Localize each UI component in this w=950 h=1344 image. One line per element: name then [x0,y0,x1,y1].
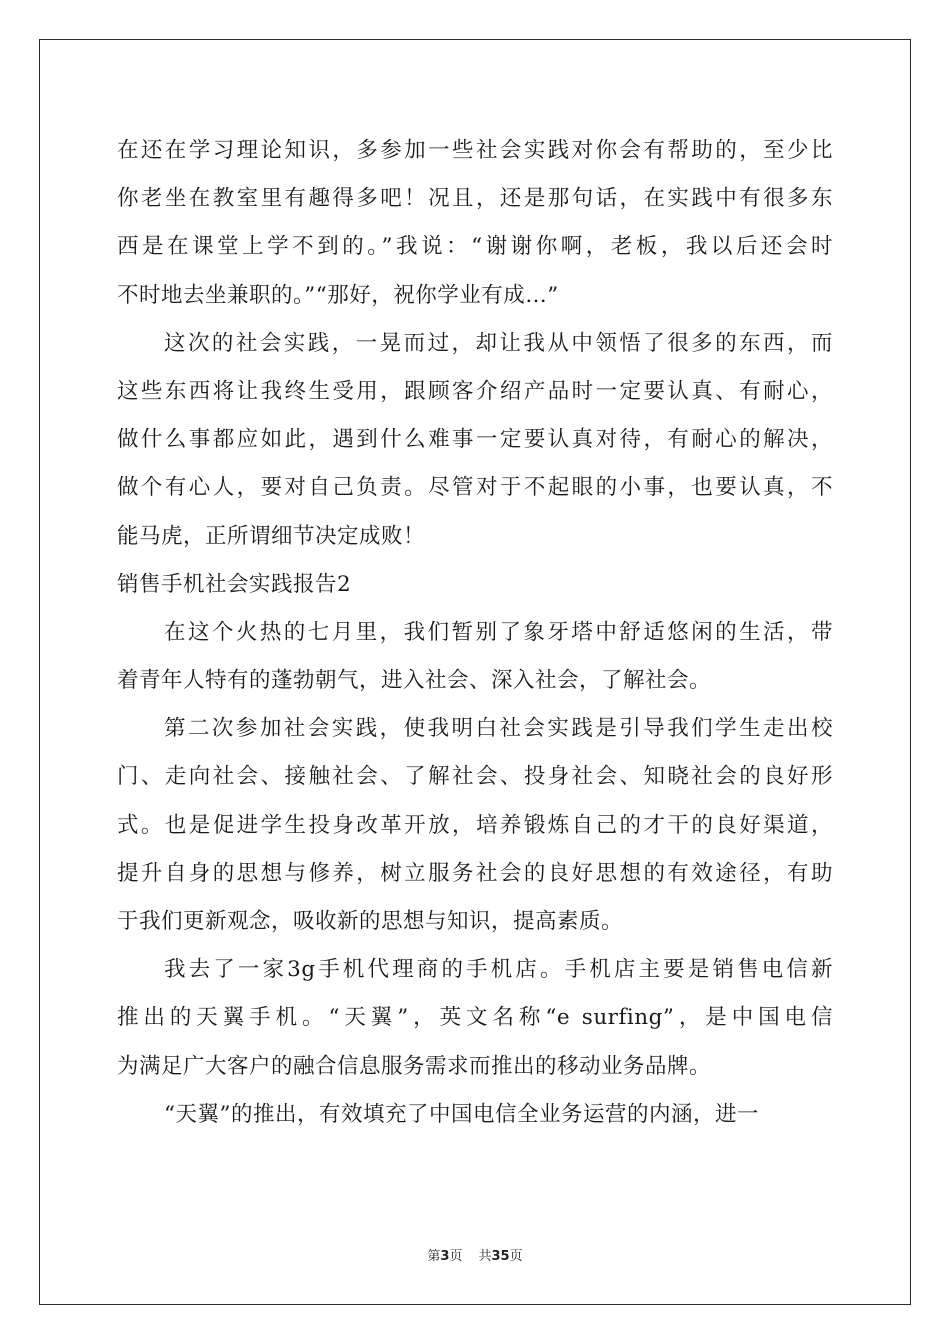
footer-total-pages: 35 [491,1249,510,1264]
footer-page-number: 3 [440,1249,450,1264]
text-line: 我去了一家3g手机代理商的手机店。手机店主要是销售电信新 [164,957,833,983]
paragraph [117,609,833,705]
text-line: 为满足广大客户的融合信息服务需求而推出的移动业务品牌。 [117,1053,712,1079]
paragraph [117,1091,833,1139]
paragraph [117,127,833,320]
text-line: 这些东西将让我终生受用，跟顾客介绍产品时一定要认真、有耐心， [117,378,833,404]
text-line: 不时地去坐兼职的。”“那好，祝你学业有成…” [117,282,559,308]
text-line: 能马虎，正所谓细节决定成败！ [117,523,426,549]
text-line: 提升自身的思想与修养，树立服务社会的良好思想的有效途径，有助 [117,860,833,886]
paragraph [117,946,833,1091]
section-heading [117,561,833,609]
document-body [117,127,833,1139]
text-line: 式。也是促进学生投身改革开放，培养锻炼自己的才干的良好渠道， [117,812,833,838]
text-line: 于我们更新观念，吸收新的思想与知识，提高素质。 [117,909,624,934]
text-line: 西是在课堂上学不到的。”我说：“谢谢你啊，老板，我以后还会时 [117,234,833,260]
text-line: 在这个火热的七月里，我们暂别了象牙塔中舒适悠闲的生活，带 [164,619,833,645]
footer-page-suffix: 页 [449,1249,463,1264]
text-line: “天翼”的推出，有效填充了中国电信全业务运营的内涵，进一 [164,1101,759,1127]
text-line: 着青年人特有的蓬勃朝气，进入社会、深入社会，了解社会。 [117,668,712,694]
footer-page-prefix: 第 [427,1249,441,1264]
paragraph [117,320,833,561]
footer-total-prefix: 共 [478,1249,492,1264]
page-footer [0,1245,950,1264]
text-line: 门、走向社会、接触社会、了解社会、投身社会、知晓社会的良好形 [117,764,833,790]
heading-text: 销售手机社会实践报告2 [117,571,352,597]
paragraph [117,705,833,946]
text-line: 这次的社会实践，一晃而过，却让我从中领悟了很多的东西，而 [164,330,833,356]
text-line: 做个有心人，要对自己负责。尽管对于不起眼的小事，也要认真，不 [117,475,833,501]
text-line: 做什么事都应如此，遇到什么难事一定要认真对待，有耐心的解决， [117,427,833,453]
text-line: 第二次参加社会实践，使我明白社会实践是引导我们学生走出校 [164,716,833,742]
footer-total-suffix: 页 [509,1249,523,1264]
text-line: 推出的天翼手机。“天翼”，英文名称“e surfing”，是中国电信 [117,1005,833,1031]
text-line: 在还在学习理论知识，多参加一些社会实践对你会有帮助的，至少比 [117,138,833,163]
text-line: 你老坐在教室里有趣得多吧！况且，还是那句话，在实践中有很多东 [117,186,833,212]
